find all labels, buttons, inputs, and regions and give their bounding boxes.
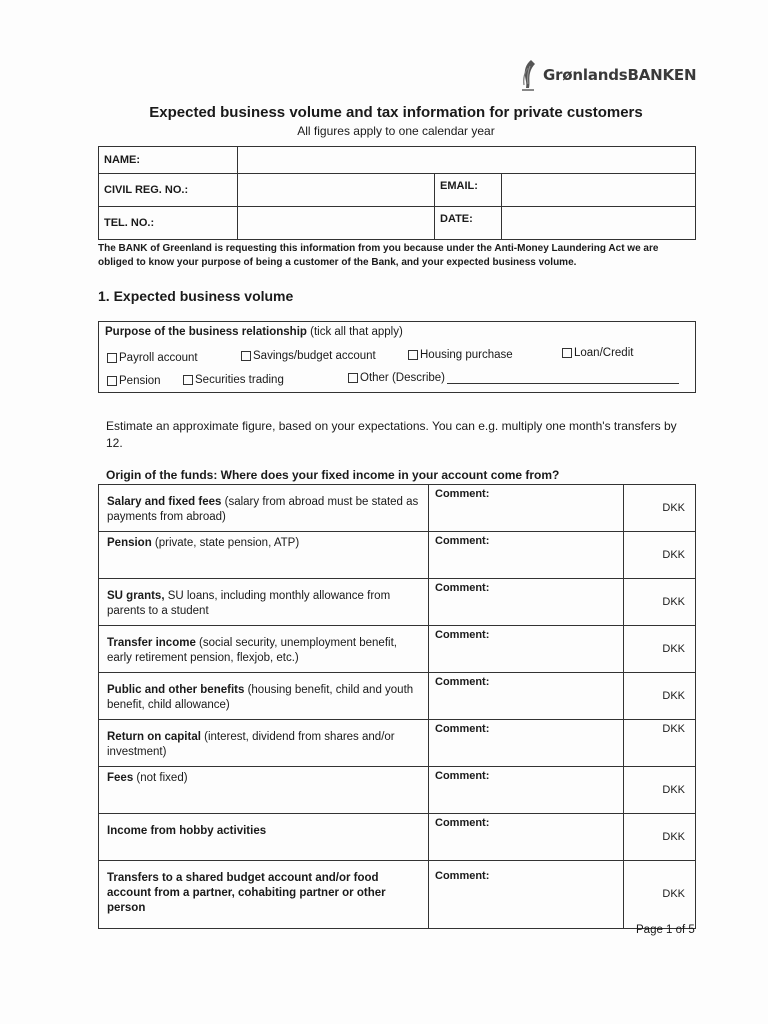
funds-table [98,484,696,929]
section-heading-business-volume: 1. Expected business volume [98,288,294,304]
document-title: Expected business volume and tax information for private customers [149,104,643,121]
aml-notice: The BANK of Greenland is requesting this information from you because under the Anti-Money Laundering Act we are obliged to know your purpose of being a customer of the Bank, and your expected business volume. [98,243,659,268]
personal-info-table [98,146,696,240]
comment-field[interactable]: Comment: [429,814,624,861]
table-row [99,814,696,861]
option-payroll-label: Payroll account [119,352,198,364]
amount-field[interactable]: DKK [624,767,696,814]
purpose-box [98,321,696,393]
row-description: Salary and fixed fees (salary from abroad must be stated as payments from abroad) [99,485,429,532]
purpose-heading-note: (tick all that apply) [306,326,403,338]
option-other[interactable] [348,372,679,384]
table-row [99,626,696,673]
option-loan[interactable] [562,347,633,359]
email-field[interactable] [502,174,696,207]
date-field[interactable] [502,207,696,240]
civil-reg-label: CIVIL REG. NO.: [99,174,238,207]
payroll-checkbox[interactable] [107,353,117,363]
table-row [99,720,696,767]
row-description: Fees (not fixed) [99,767,429,814]
comment-field[interactable]: Comment: [429,532,624,579]
comment-field[interactable]: Comment: [429,861,624,929]
savings-checkbox[interactable] [241,351,251,361]
amount-field[interactable]: DKK [624,626,696,673]
comment-field[interactable]: Comment: [429,767,624,814]
row-description: Public and other benefits (housing benefit, child and youth benefit, child allowance) [99,673,429,720]
option-housing-label: Housing purchase [420,349,513,361]
amount-field[interactable]: DKK [624,720,696,767]
logo-text: GrønlandsBANKEN [543,66,697,84]
table-row [99,579,696,626]
civil-reg-field[interactable] [238,174,435,207]
table-row [99,673,696,720]
purpose-heading-bold: Purpose of the business relationship [105,326,307,338]
option-savings-label: Savings/budget account [253,350,376,362]
option-housing[interactable] [408,349,513,361]
tel-label: TEL. NO.: [99,207,238,240]
comment-field[interactable]: Comment: [429,485,624,532]
table-row [99,861,696,929]
comment-field[interactable]: Comment: [429,673,624,720]
email-label: EMAIL: [435,174,502,207]
amount-field[interactable]: DKK [624,485,696,532]
amount-field[interactable]: DKK [624,814,696,861]
amount-field[interactable]: DKK [624,532,696,579]
comment-field[interactable]: Comment: [429,579,624,626]
row-description: Transfer income (social security, unemployment benefit, early retirement pension, flexjob, etc.) [99,626,429,673]
origin-of-funds-heading: Origin of the funds: Where does your fixed income in your account come from? [106,468,560,482]
pension-checkbox[interactable] [107,376,117,386]
option-payroll[interactable] [107,352,198,364]
table-row [99,767,696,814]
option-savings[interactable] [241,350,376,362]
bird-logo-icon [518,58,540,92]
page-indicator: Page 1 of 5 [636,924,695,936]
option-securities-label: Securities trading [195,374,284,386]
date-label: DATE: [435,207,502,240]
comment-field[interactable]: Comment: [429,626,624,673]
name-field[interactable] [238,147,696,174]
option-other-label: Other (Describe) [360,372,445,384]
table-row [99,532,696,579]
amount-field[interactable]: DKK [624,861,696,929]
row-description: SU grants, SU loans, including monthly allowance from parents to a student [99,579,429,626]
row-description: Pension (private, state pension, ATP) [99,532,429,579]
other-describe-line[interactable] [447,372,679,384]
row-description: Income from hobby activities [99,814,429,861]
estimate-instructions: Estimate an approximate figure, based on your expectations. You can e.g. multiply one month's transfers by 12. [106,419,677,450]
option-pension-label: Pension [119,375,161,387]
option-pension[interactable] [107,375,161,387]
amount-field[interactable]: DKK [624,673,696,720]
tel-field[interactable] [238,207,435,240]
option-securities[interactable] [183,374,284,386]
option-loan-label: Loan/Credit [574,347,634,359]
row-description: Transfers to a shared budget account and/or food account from a partner, cohabiting partner or other person [99,861,429,929]
bank-logo [518,58,696,92]
purpose-heading [105,326,403,338]
table-row [99,485,696,532]
loan-checkbox[interactable] [562,348,572,358]
other-checkbox[interactable] [348,373,358,383]
name-label: NAME: [99,147,238,174]
row-description: Return on capital (interest, dividend from shares and/or investment) [99,720,429,767]
comment-field[interactable]: Comment: [429,720,624,767]
housing-checkbox[interactable] [408,350,418,360]
securities-checkbox[interactable] [183,375,193,385]
amount-field[interactable]: DKK [624,579,696,626]
document-subtitle: All figures apply to one calendar year [297,124,495,138]
